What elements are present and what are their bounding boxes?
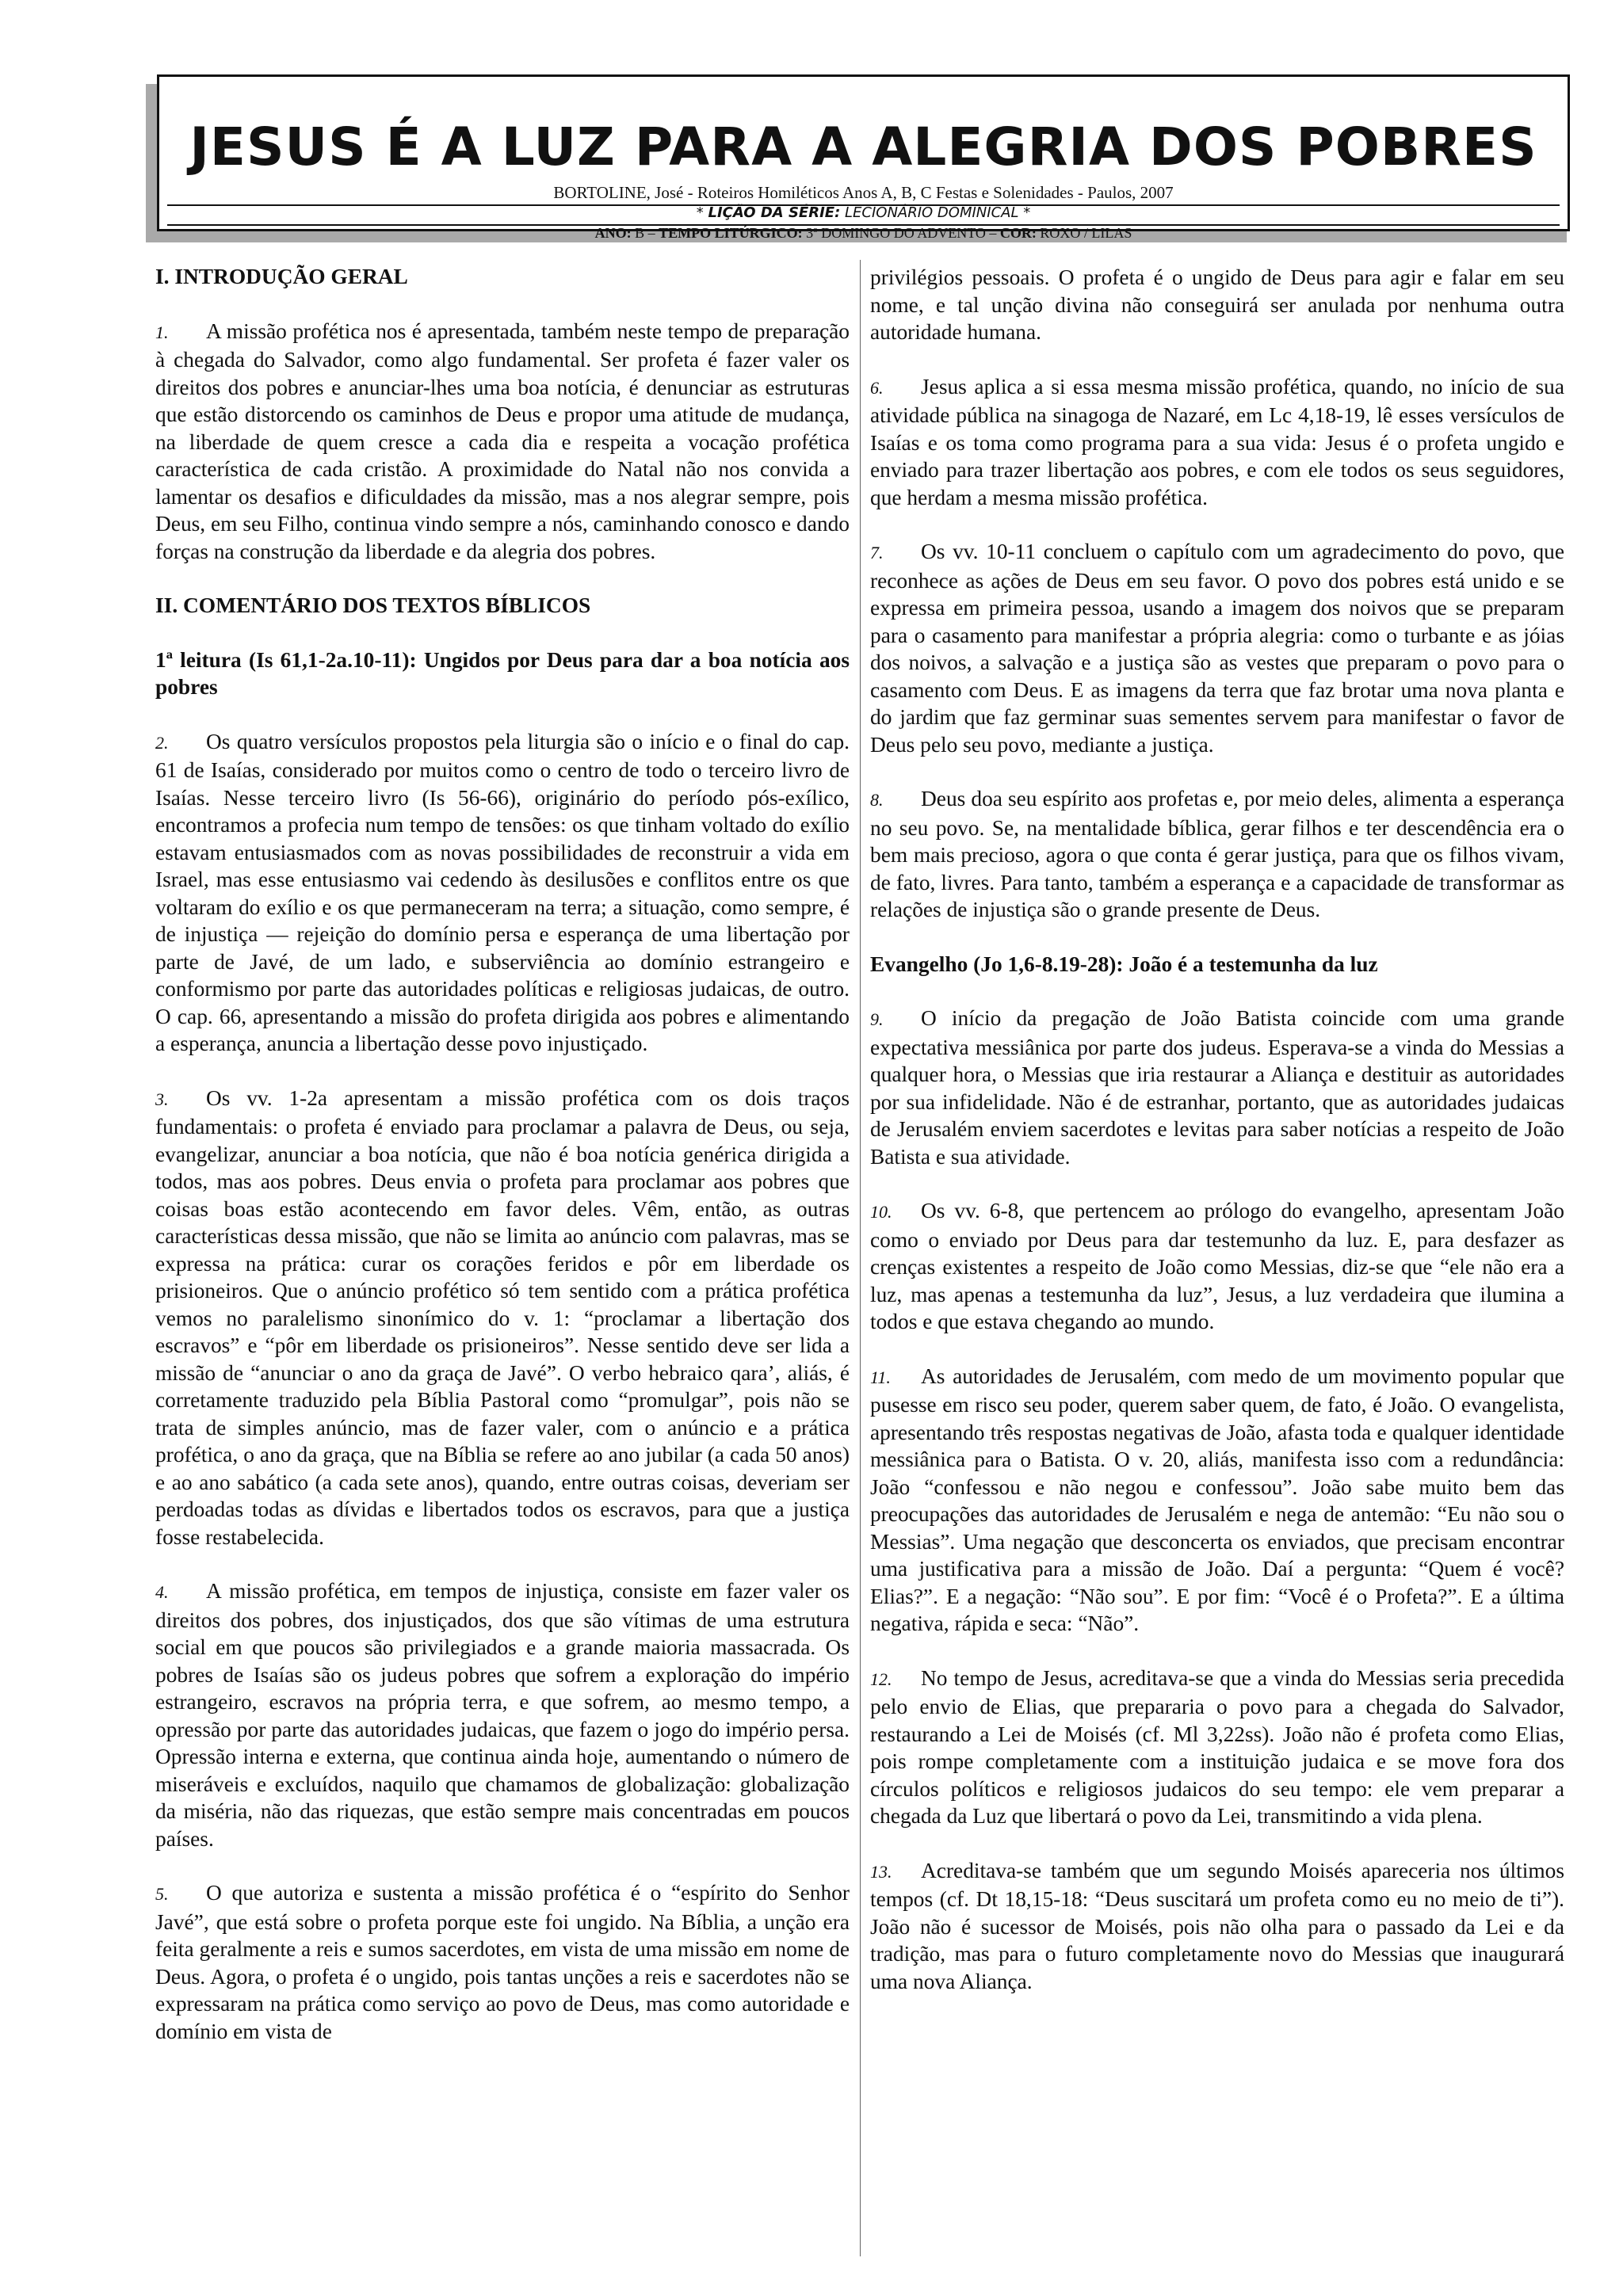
paragraph-text: A missão profética nos é apresentada, também neste tempo de preparação à chegada do Salvador, como algo fundamental. Ser profeta é fazer valer os direitos dos pobres e anunciar-lhes uma boa notícia, é denunciar as estruturas que estão distorcendo os caminhos de Deus e propor uma atitude de mudança, na liberdade de quem cresce a cada dia e respeita a vocação profética característica de cada cristão. A proximidade do Natal não nos convida a lamentar os desafios e dificuldades da missão, mas a nos alegrar sempre, pois Deus, em seu Filho, continua vindo sempre a nós, caminhando conosco e dando forças na construção da liberdade e da alegria dos pobres. [155, 318, 850, 563]
source-citation: BORTOLINE, José - Roteiros Homiléticos Anos A, B, C Festas e Solenidades - Paulos, 2007 [553, 183, 1174, 202]
right-column [870, 264, 1564, 1995]
header-box [157, 74, 1570, 241]
page-title: JESUS É A LUZ PARA A ALEGRIA DOS POBRES [189, 116, 1537, 177]
left-column [155, 263, 850, 2045]
section-heading-intro: I. INTRODUÇÃO GERAL [155, 265, 408, 288]
paragraph [870, 1363, 1564, 1638]
paragraph [155, 1085, 850, 1551]
paragraph-number: 13. [870, 1861, 892, 1882]
paragraph-number: 6. [870, 377, 884, 398]
paragraph [870, 1857, 1564, 1996]
ano-value: B – [631, 225, 659, 241]
cor-value: ROXO / LILAS [1036, 225, 1132, 241]
paragraph [870, 1665, 1564, 1830]
paragraph [870, 1197, 1564, 1336]
paragraph-text: O que autoriza e sustenta a missão profética é o “espírito do Senhor Javé”, que está sobre o profeta porque este foi ungido. Na Bíblia, a unção era feita geralmente a reis e sumos sacerdotes, em vista de uma missão em nome de Deus. Agora, o profeta é o ungido, pois tantas unções a reis e sacerdotes não se expressaram na prática como serviço ao povo de Deus, mas como autoridade e domínio em vista de [155, 1881, 850, 2043]
series-line [159, 206, 1568, 220]
paragraph-text: Acreditava-se também que um segundo Moisés apareceria nos últimos tempos (cf. Dt 18,15-18: “Deus suscitará um profeta como eu no meio de ti”). João não é sucessor de Moisés, pois não olha para o passado da Lei e da tradição, mas para o futuro completamente novo do Messias que inaugurará uma nova Aliança. [870, 1858, 1564, 1993]
series-prefix: * [696, 204, 708, 221]
paragraph-number: 9. [870, 1009, 884, 1029]
paragraph [155, 728, 850, 1058]
ano-label: ANO: [594, 225, 632, 241]
paragraph-number: 5. [155, 1884, 169, 1904]
paragraph [870, 373, 1564, 512]
paragraph-continuation [870, 264, 1564, 346]
series-value: LECIONÁRIO DOMINICAL * [840, 204, 1031, 221]
paragraph-number: 8. [870, 790, 884, 810]
paragraph-number: 2. [155, 732, 169, 753]
paragraph [155, 1879, 850, 2045]
subheading-leitura: 1ª leitura (Is 61,1-2a.10-11): Ungidos por Deus para dar a boa notícia aos pobres [155, 647, 850, 699]
paragraph-text: privilégios pessoais. O profeta é o ungido de Deus para agir e falar em seu nome, e tal unção divina não conseguirá ser anulada por nenhuma outra autoridade humana. [870, 265, 1564, 344]
paragraph-text: Os vv. 6-8, que pertencem ao prólogo do evangelho, apresentam João como o enviado por Deus para dar testemunho da luz. E, para desfazer as crenças existentes a respeito de João como Messias, diz-se que “ele não era a luz, mas apenas a testemunha da luz”, Jesus, a luz verdadeira que ilumina a todos e que estava chegando ao mundo. [870, 1199, 1564, 1333]
section-heading-comentario: II. COMENTÁRIO DOS TEXTOS BÍBLICOS [155, 593, 591, 617]
paragraph [870, 538, 1564, 758]
paragraph [155, 318, 850, 566]
paragraph-number: 1. [155, 322, 169, 342]
paragraph-text: As autoridades de Jerusalém, com medo de um movimento popular que pusesse em risco seu poder, querem saber quem, de fato, é João. O evangelista, apresentando três respostas negativas de João, afasta toda e qualquer identidade messiânica para o Batista. O v. 20, aliás, manifesta isso com a redundância: João “confessou e não negou e confessou”. João sabe muito bem das preocupações das autoridades de Jerusalém e nega de antemão: “Eu não sou o Messias”. Uma negação que desconcerta os enviados, que precisam encontrar uma justificativa para a missão de João. Daí a pergunta: “Quem é você? Elias?”. E a negação: “Não sou”. E por fim: “Você é o Profeta?”. E a última negativa, rápida e seca: “Não”. [870, 1363, 1564, 1635]
paragraph-text: Deus doa seu espírito aos profetas e, por meio deles, alimenta a esperança no seu povo. Se, na mentalidade bíblica, gerar filhos e ter descendência era o bem mais precioso, agora o que conta é gerar justiça, para que os filhos vivam, de fato, livres. Para tanto, também a esperança e a capacidade de transformar as relações de injustiça são o grande presente de Deus. [870, 787, 1564, 921]
column-divider [860, 260, 861, 2256]
paragraph-text: No tempo de Jesus, acreditava-se que a vinda do Messias seria precedida pelo envio de Elias, que prepararia o povo para a chegada do Salvador, restaurando a Lei de Moisés (cf. Ml 3,22ss). João não é profeta como Elias, pois rompe completamente com a instituição judaica e se move fora dos círculos políticos e religiosos judaicos do seu tempo: ele vem preparar a chegada da Luz que libertará o povo da Lei, transmitindo a vida plena. [870, 1665, 1564, 1828]
paragraph-number: 3. [155, 1089, 169, 1109]
paragraph-text: Os vv. 1-2a apresentam a missão profética com os dois traços fundamentais: o profeta é enviado para proclamar a palavra de Deus, ou seja, evangelizar, anunciar a boa notícia, que não é boa notícia genérica dirigida a todos, mas aos pobres. Deus envia o profeta para proclamar aos pobres que coisas boas estão acontecendo em favor deles. Vêm, então, as outras características dessa missão, que não se limita ao anúncio com palavras, mas se expressa na prática: curar os corações feridos e pôr em liberdade os prisioneiros. Que o anúncio profético só tem sentido com a prática profética vemos no paralelismo sinonímico do v. 1: “proclamar a libertação dos escravos” e “pôr em liberdade os prisioneiros”. Nesse sentido deve ser lida a missão de “anunciar o ano da graça de Javé”. O verbo hebraico qara’, aliás, é corretamente traduzido pela Bíblia Pastoral como “promulgar”, pois não se trata de simples anúncio, mas de fazer valer, com o anúncio e a prática profética, o ano da graça, que na Bíblia se refere ao ano jubilar (a cada 50 anos) e ao ano sabático (a cada sete anos), quando, entre outras coisas, deveriam ser perdoadas todas as dívidas e libertados todos os escravos, para que a justiça fosse restabelecida. [155, 1085, 850, 1549]
paragraph-number: 4. [155, 1582, 169, 1602]
paragraph-text: O início da pregação de João Batista coincide com uma grande expectativa messiânica por parte dos judeus. Esperava-se a vinda do Messias a qualquer hora, o Messias que iria restaurar a Aliança e destituir as autoridades por sua infidelidade. Não é de estranhar, portanto, que as autoridades judaicas de Jerusalém enviem sacerdotes e levitas para saber notícias a respeito de João Batista e sua atividade. [870, 1006, 1564, 1169]
paragraph [155, 1577, 850, 1852]
tempo-value: 3º DOMINGO DO ADVENTO – [802, 225, 1000, 241]
paragraph-text: Os quatro versículos propostos pela liturgia são o início e o final do cap. 61 de Isaías, considerado por muitos como o centro de todo o terceiro livro de Isaías. Nesse terceiro livro (Is 56-66), originário do período pós-exílico, encontramos a profecia num tempo de tensões: os que tinham voltado do exílio estavam entusiasmados com as novas possibilidades de reconstruir a vida em Israel, mas esse entusiasmo vai cedendo às desilusões e conflitos entre os que voltaram do exílio e os que permaneceram na terra; a situação, como sempre, é de injustiça — rejeição do domínio persa e esperança de uma libertação por parte de Javé, de um lado, e subserviência ao domínio estrangeiro e conformismo por parte das autoridades políticas e religiosas judaicas, de outro. O cap. 66, apresentando a missão do profeta dirigida aos pobres e alimentando a esperança, anuncia a libertação desse povo injustiçado. [155, 729, 850, 1055]
liturgical-info [159, 226, 1568, 240]
paragraph-text: Jesus aplica a si essa mesma missão profética, quando, no início de sua atividade pública na sinagoga de Nazaré, em Lc 4,18-19, lê esses versículos de Isaías e os toma como programa para a sua vida: Jesus é o profeta ungido e enviado para trazer libertação aos pobres, e com ele todos os seus seguidores, que herdam a mesma missão profética. [870, 374, 1564, 509]
paragraph-number: 10. [870, 1202, 892, 1222]
paragraph-number: 12. [870, 1669, 892, 1689]
tempo-label: TEMPO LITÚRGICO: [659, 225, 803, 241]
paragraph-number: 11. [870, 1367, 891, 1387]
paragraph [870, 1005, 1564, 1170]
subheading-evangelho: Evangelho (Jo 1,6-8.19-28): João é a testemunha da luz [870, 952, 1378, 976]
paragraph-text: A missão profética, em tempos de injustiça, consiste em fazer valer os direitos dos pobres, dos injustiçados, dos que são vítimas de uma estrutura social em que poucos são privilegiados e a grande maioria massacrada. Os pobres de Isaías são os judeus pobres que sofrem a exploração do império estrangeiro, escravos na própria terra, e que sofrem, ao mesmo tempo, a opressão por parte das autoridades judaicas, que fazem o jogo do império persa. Opressão interna e externa, que continua ainda hoje, aumentando o número de miseráveis e excluídos, naquilo que chamamos de globalização: globalização da miséria, não das riquezas, que estão sempre mais concentradas em poucos países. [155, 1579, 850, 1851]
paragraph [870, 785, 1564, 924]
paragraph-number: 7. [870, 543, 884, 563]
paragraph-text: Os vv. 10-11 concluem o capítulo com um agradecimento do povo, que reconhece as ações de Deus em seu favor. O povo dos pobres está unido e se expressa em primeira pessoa, usando a imagem dos noivos que se preparam para o casamento para manifestar a própria alegria: como o turbante e as jóias dos noivos, a salvação e a justiça são as vestes que preparam o povo para o casamento com Deus. E as imagens da terra que faz brotar uma nova planta e do jardim que faz germinar suas sementes servem para manifestar o favor de Deus pelo seu povo, mediante a justiça. [870, 540, 1564, 757]
series-label: LIÇÃO DA SÉRIE: [708, 204, 841, 221]
cor-label: COR: [999, 225, 1037, 241]
